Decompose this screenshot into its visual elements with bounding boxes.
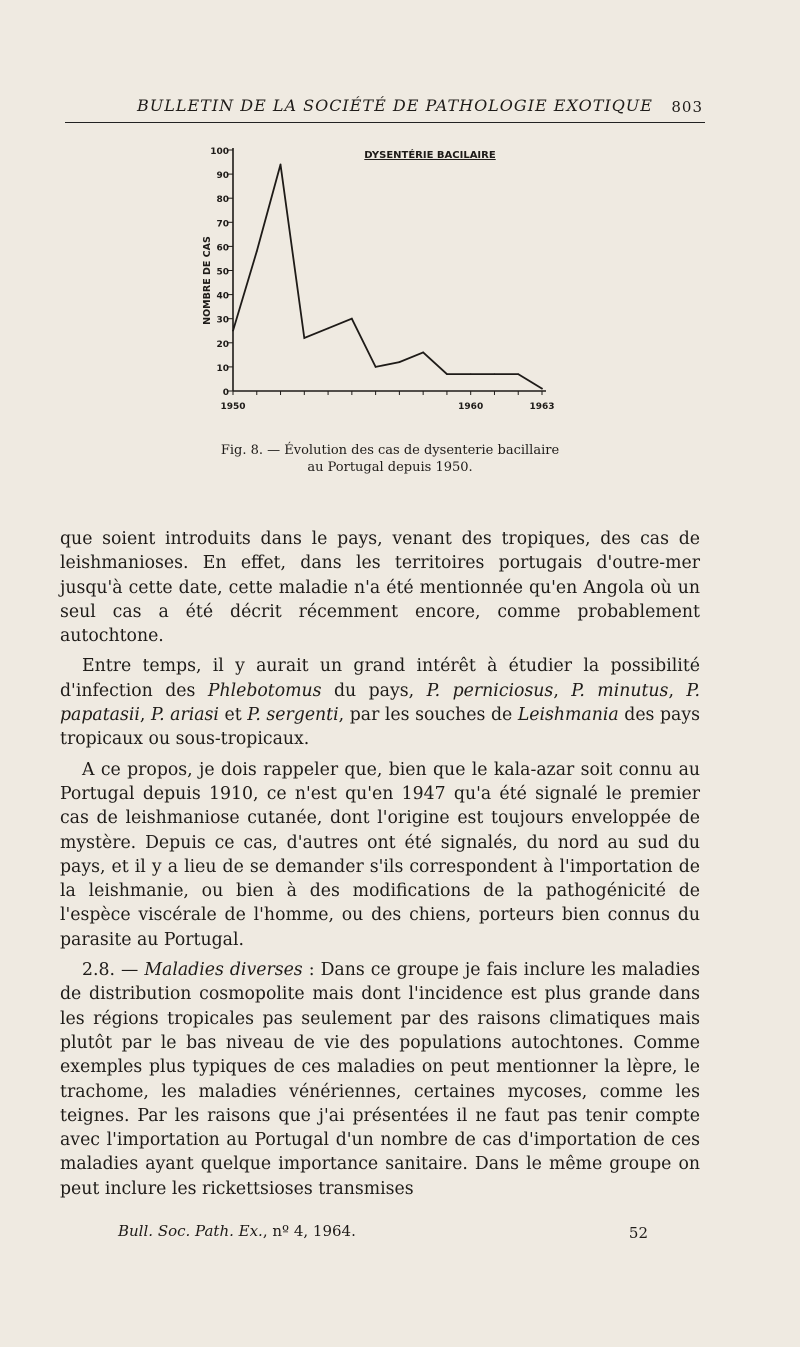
data-point <box>232 330 234 332</box>
figure-caption <box>180 442 600 476</box>
journal-citation: Bull. Soc. Path. Ex., nº 4, 1964. <box>118 1222 356 1240</box>
y-axis-label: NOMBRE DE CAS <box>202 236 213 325</box>
y-tick-label: 10 <box>216 363 229 374</box>
data-point <box>256 250 258 252</box>
species-minutus: P. minutus <box>571 680 669 701</box>
y-tick-label: 30 <box>216 315 229 326</box>
paragraph-4: 2.8. — Maladies diverses : Dans ce groupe je fais inclure les maladies de distribution cosmopolite mais dont l'incidence est plus grande dans les régions tropicales pas seulement par des raisons climatiques mais plutôt par le bas niveau de vie des populations autochtones. Comme exemples plus typiques de ces maladies on peut mentionner la lèpre, le trachome, les maladies vénériennes, certaines mycoses, comme les teignes. Par les raisons que j'ai présentées il ne faut pas tenir compte avec l'importation au Portugal d'un nombre de cas d'importation de ces maladies ayant quelque importance sanitaire. Dans le même groupe on peut inclure les rickettsioses transmises <box>60 960 700 1199</box>
x-tick-label: 1960 <box>458 402 484 412</box>
data-point <box>446 373 448 375</box>
y-tick-label: 70 <box>216 219 229 230</box>
series-line <box>233 165 542 389</box>
data-point <box>398 361 400 363</box>
data-point <box>470 373 472 375</box>
y-tick-label: 20 <box>216 339 229 350</box>
chart-title: DYSENTÉRIE BACILAIRE <box>364 150 496 161</box>
article-body <box>60 527 700 1201</box>
caption-line-1: Fig. 8. — Évolution des cas de dysenterie bacillaire <box>220 443 560 458</box>
genus-phlebotomus: Phlebotomus <box>207 680 322 701</box>
section-number: 2.8. — <box>82 960 145 981</box>
data-point <box>494 373 496 375</box>
species-perniciosus: P. perniciosus <box>426 680 554 701</box>
dysentery-line-chart <box>190 138 560 423</box>
paragraph-1: que soient introduits dans le pays, venant des tropiques, des cas de leishmanioses. En effet, dans les territoires portugais d'outre-mer jusqu'à cette date, cette maladie n'a été mentionnée qu'en Angola où un seul cas a été décrit récemment encore, comme probablement autochtone. <box>60 529 700 647</box>
y-tick-label: 60 <box>216 243 229 254</box>
data-point <box>280 164 282 166</box>
data-point <box>541 388 543 390</box>
figure-chart <box>190 138 560 423</box>
data-point <box>327 327 329 329</box>
y-tick-label: 100 <box>210 147 229 157</box>
y-tick-label: 80 <box>216 195 229 206</box>
y-tick-label: 50 <box>216 267 229 278</box>
species-ariasi: P. ariasi <box>150 705 219 726</box>
x-tick-label: 1963 <box>529 402 555 412</box>
y-tick-label: 90 <box>216 171 229 182</box>
paragraph-3: A ce propos, je dois rappeler que, bien que le kala-azar soit connu au Portugal depuis 1910, ce n'est qu'en 1947 qu'a été signalé le premier cas de leishmaniose cutanée, dont l'origine est toujours enveloppée de mystère. Depuis ce cas, d'autres ont été signalés, du nord au sud du pays, et il y a lieu de se demander s'ils correspondent à l'importation de la leishmanie, ou bien à des modifications de la pathogénicité de l'espèce viscérale de l'homme, ou des chiens, porteurs bien connus du parasite au Portugal. <box>60 759 700 950</box>
genus-leishmania: Leishmania <box>517 705 619 726</box>
y-tick-label: 0 <box>222 388 229 398</box>
data-point <box>517 373 519 375</box>
data-point <box>351 318 353 320</box>
species-papatasii: P. papatasii <box>60 680 700 726</box>
data-point <box>375 366 377 368</box>
sheet-number: 52 <box>628 1224 648 1242</box>
paragraph-2: Entre temps, il y aurait un grand intérêt à étudier la possibilité d'infection des Phlebotomus du pays, P. perniciosus, P. minutus, P. papatasii, P. ariasi et P. sergenti, par les souches de Leishmania des pays tropicaux ou sous-tropicaux. <box>60 656 700 750</box>
running-title: BULLETIN DE LA SOCIÉTÉ DE PATHOLOGIE EXOTIQUE <box>137 96 653 115</box>
x-tick-label: 1950 <box>220 402 246 412</box>
caption-line-2: au Portugal depuis 1950. <box>307 460 473 475</box>
species-sergenti: P. sergenti <box>247 705 339 726</box>
data-point <box>422 352 424 354</box>
header-rule <box>65 122 705 123</box>
section-heading: Maladies diverses <box>144 960 303 981</box>
y-tick-label: 40 <box>216 291 229 302</box>
page-number: 803 <box>671 98 703 116</box>
data-point <box>303 337 305 339</box>
